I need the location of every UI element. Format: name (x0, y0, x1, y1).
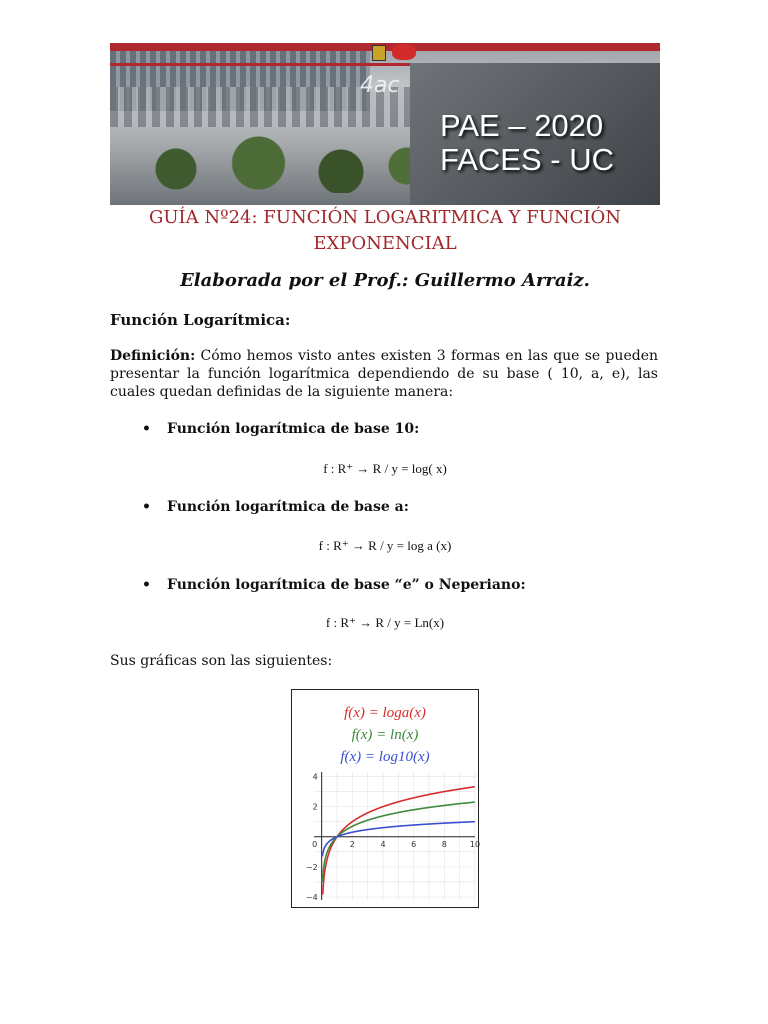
definition-paragraph (110, 347, 658, 401)
university-crest-logo (372, 45, 386, 61)
banner-title (440, 109, 614, 177)
bullet-base-10 (145, 421, 419, 437)
formula-base-a: f : R⁺ → R / y = log a (x) (318, 538, 452, 553)
definition-text: Cómo hemos visto antes existen 3 formas en las que se pueden presentar la función logarítmica dependiendo de su base ( 10, a, e), las cuales quedan definidas de la siguiente manera: (110, 348, 658, 400)
banner-title-line2: FACES - UC (440, 142, 614, 177)
formula-base-e: f : R⁺ → R / y = Ln(x) (325, 615, 445, 630)
bullet-label: Función logarítmica de base 10: (167, 421, 420, 437)
log-graph-plot (292, 690, 481, 907)
x-tick-label: 8 (441, 839, 447, 849)
bullet-base-a (145, 499, 409, 515)
bullet-base-e (145, 577, 526, 593)
title-line1: GUÍA Nº24: FUNCIÓN LOGARITMICA Y FUNCIÓN (149, 207, 621, 228)
banner-trees (110, 133, 440, 193)
x-tick-label: 0 (312, 839, 318, 849)
x-tick-label: 6 (411, 839, 417, 849)
bullet-label: Función logarítmica de base “e” o Neperiano: (167, 577, 526, 593)
y-tick-label: 4 (312, 772, 318, 782)
x-tick-label: 10 (469, 839, 481, 849)
chalk-text: 4ac (360, 73, 400, 98)
legend-loga: f(x) = loga(x) (344, 705, 426, 721)
formula-base-10: f : R⁺ → R / y = log( x) (323, 461, 447, 476)
author-line: Elaborada por el Prof.: Guillermo Arraiz. (180, 270, 590, 291)
section-heading: Función Logarítmica: (110, 311, 291, 329)
graphs-intro: Sus gráficas son las siguientes: (110, 653, 333, 669)
document-title (110, 205, 660, 257)
x-tick-label: 4 (380, 839, 386, 849)
y-tick-label: 2 (312, 802, 318, 812)
faces-logo (392, 44, 416, 60)
y-tick-label: −2 (305, 862, 318, 872)
header-banner (110, 43, 660, 205)
series-line-0 (323, 787, 475, 895)
y-tick-label: −4 (305, 892, 318, 902)
series-line-1 (322, 802, 474, 882)
banner-title-line1: PAE – 2020 (440, 108, 604, 143)
title-line2: EXPONENCIAL (313, 233, 457, 254)
legend-log10: f(x) = log10(x) (340, 749, 430, 765)
log-graph-figure (291, 689, 479, 908)
x-tick-label: 2 (349, 839, 355, 849)
bullet-label: Función logarítmica de base a: (167, 499, 409, 515)
legend-ln: f(x) = ln(x) (351, 727, 419, 743)
definition-label: Definición: (110, 348, 196, 364)
